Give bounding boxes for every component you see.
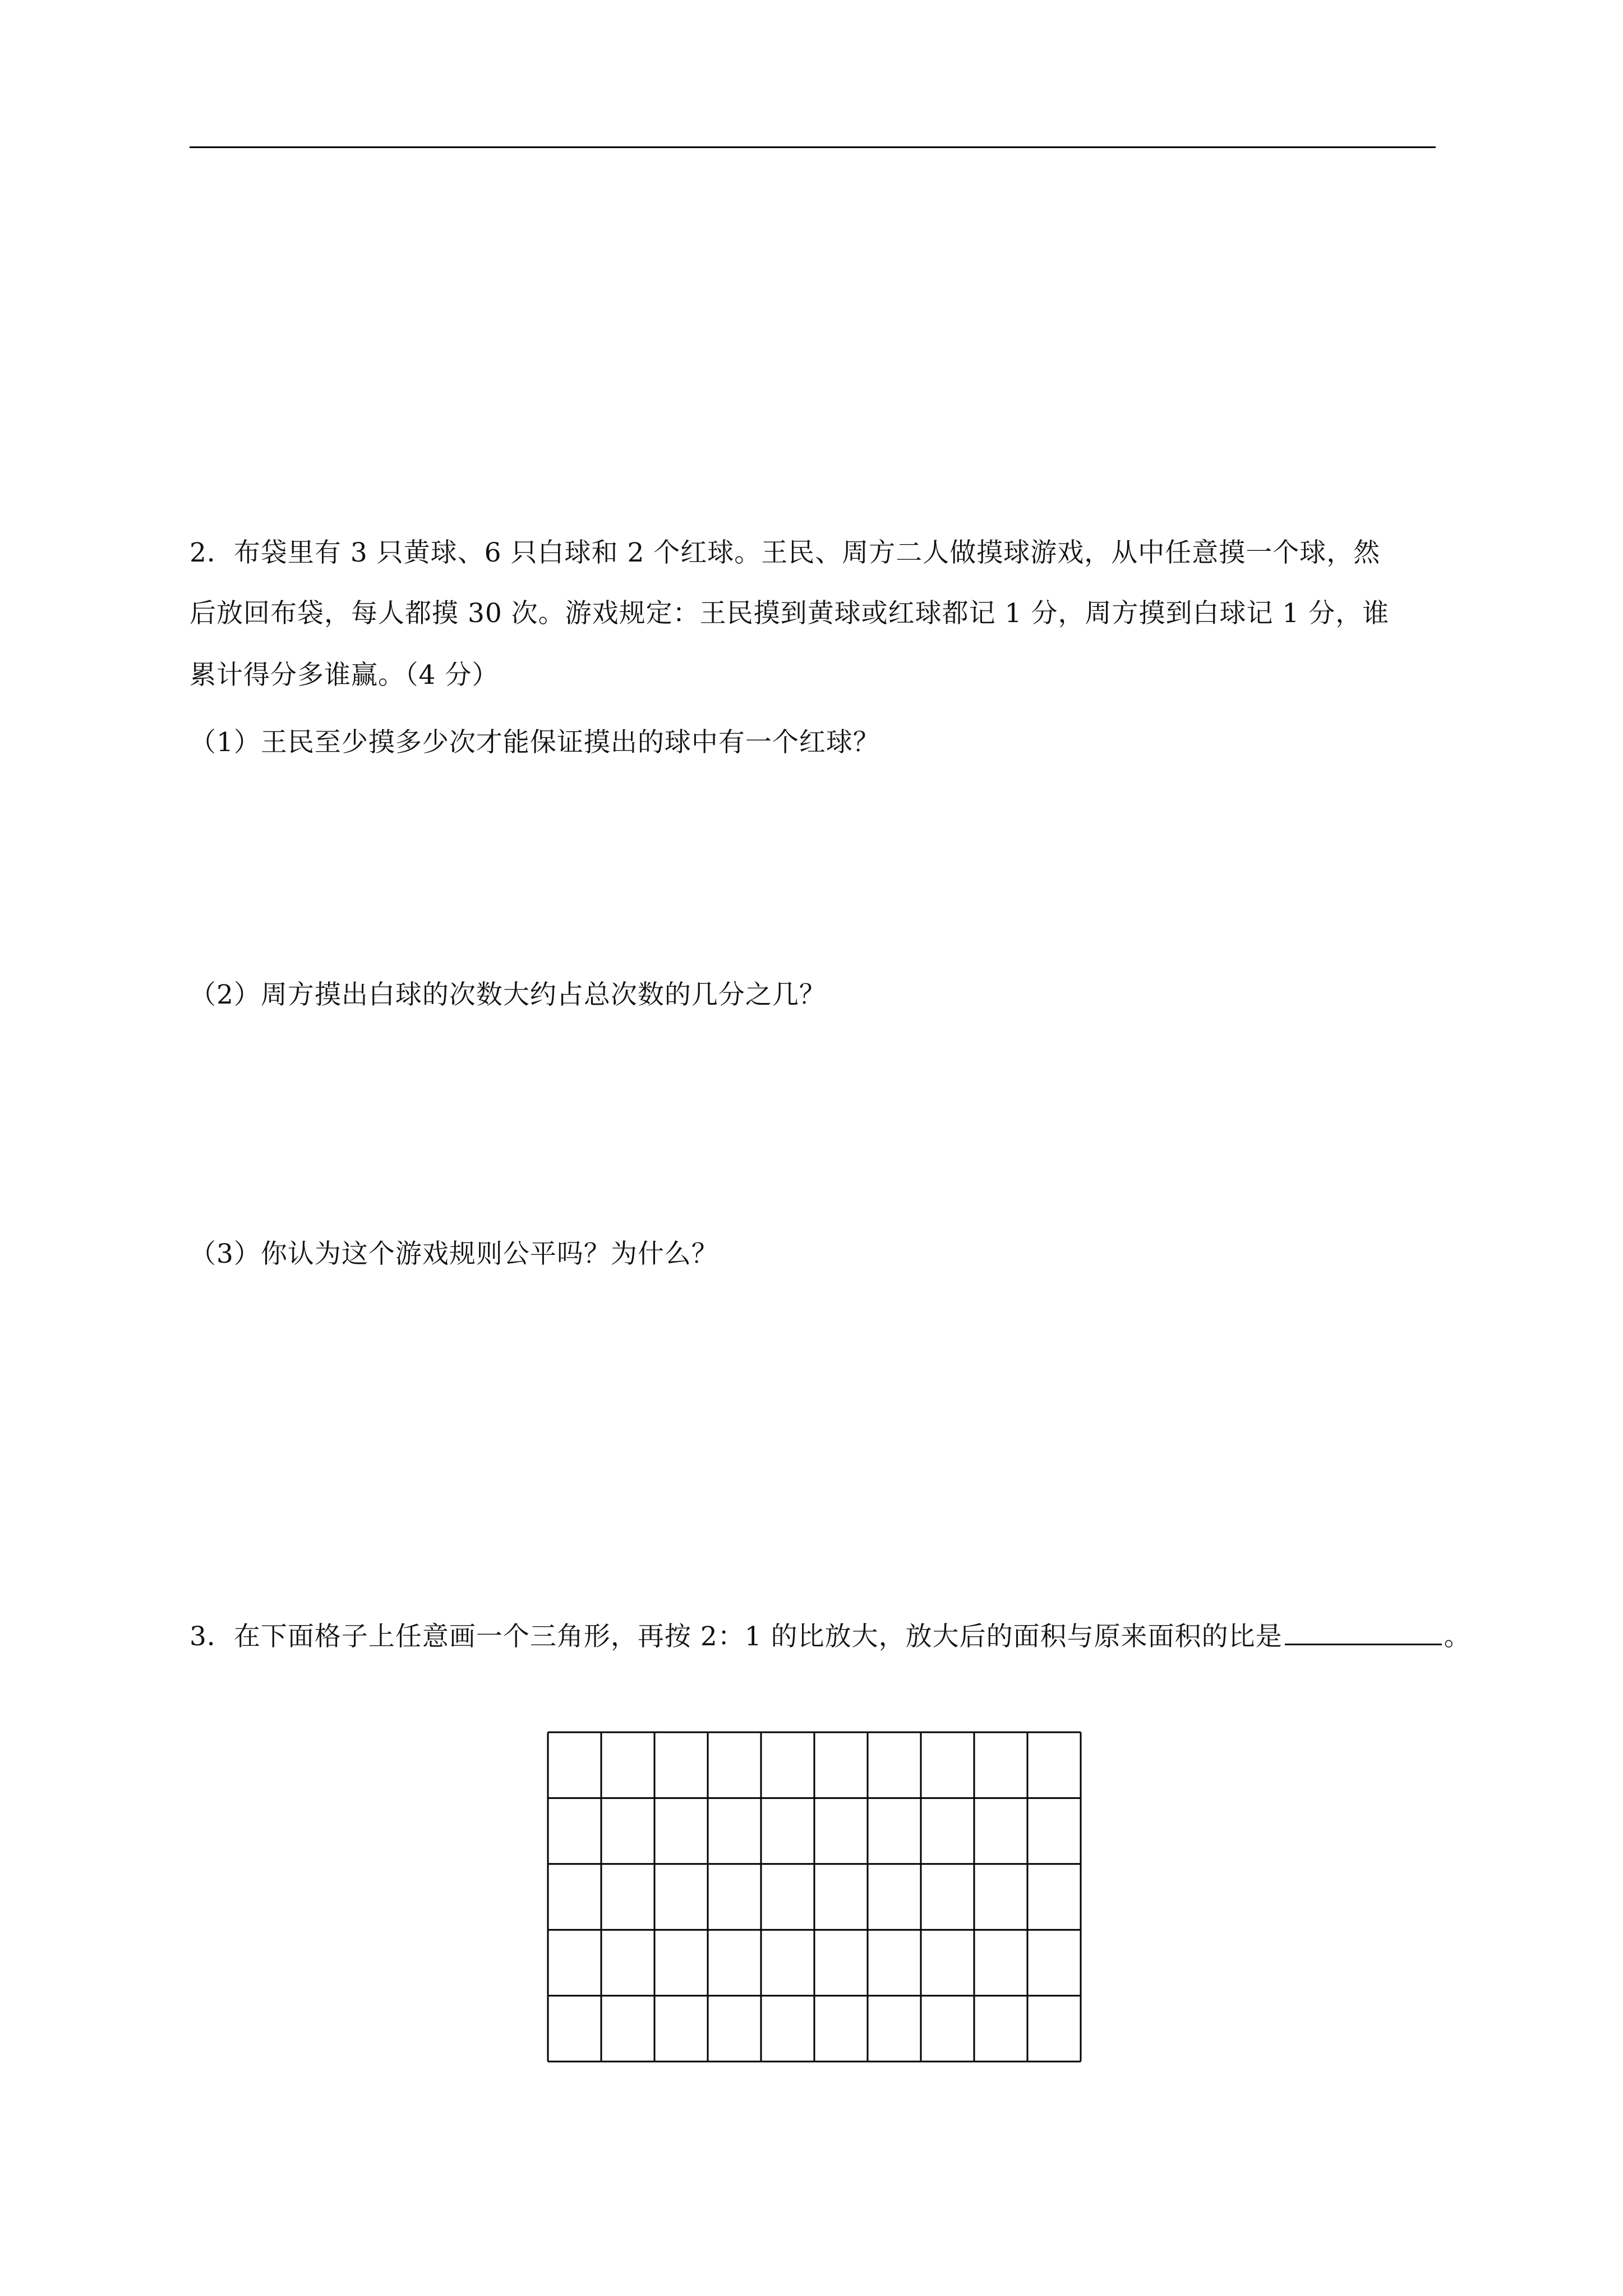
grid-svg bbox=[547, 1731, 1082, 2063]
drawing-grid[interactable] bbox=[547, 1731, 1082, 2063]
question-3-text: 3．在下面格子上任意画一个三角形，再按 2：1 的比放大，放大后的面积与原来面积的比是 bbox=[190, 1621, 1283, 1652]
question-2-part-2: （2）周方摸出白球的次数大约占总次数的几分之几？ bbox=[190, 979, 826, 1010]
header-rule bbox=[190, 146, 1436, 148]
question-2-part-3: （3）你认为这个游戏规则公平吗？为什么？ bbox=[190, 1239, 718, 1269]
question-3-line bbox=[190, 1619, 1471, 1654]
question-2-line-1: 2．布袋里有 3 只黄球、6 只白球和 2 个红球。王民、周方二人做摸球游戏，从中任意摸一个球，然 bbox=[190, 537, 1381, 568]
answer-blank[interactable] bbox=[1285, 1619, 1442, 1645]
question-2-part-1: （1）王民至少摸多少次才能保证摸出的球中有一个红球？ bbox=[190, 727, 880, 758]
question-3-end: 。 bbox=[1444, 1621, 1471, 1652]
question-2-line-3: 累计得分多谁赢。（4 分） bbox=[190, 660, 499, 691]
question-2-line-2: 后放回布袋，每人都摸 30 次。游戏规定：王民摸到黄球或红球都记 1 分，周方摸到白球记 1 分，谁 bbox=[190, 598, 1390, 629]
